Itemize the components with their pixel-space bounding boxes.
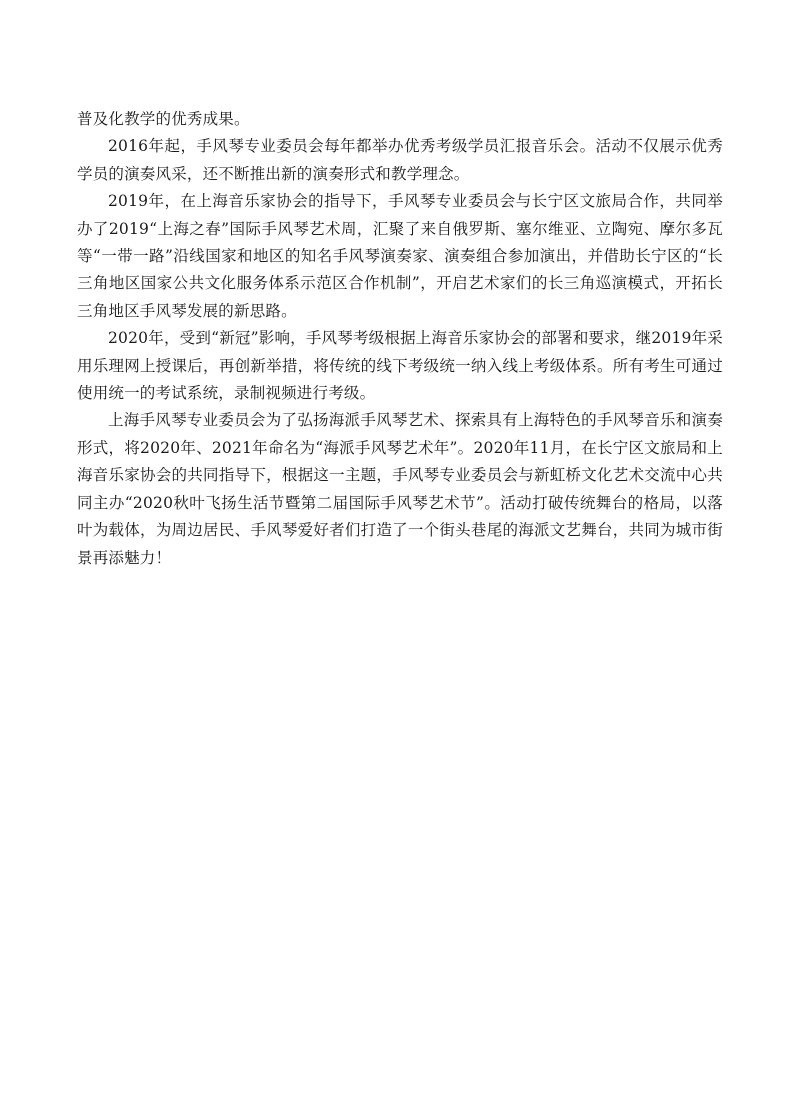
paragraph-2016: 2016年起，手风琴专业委员会每年都举办优秀考级学员汇报音乐会。活动不仅展示优秀学员的演奏风采，还不断推出新的演奏形式和教学理念。 <box>77 137 723 183</box>
paragraph-continuation: 普及化教学的优秀成果。 <box>77 110 250 128</box>
body-text <box>77 106 723 572</box>
paragraph-2020: 2020年，受到“新冠”影响，手风琴考级根据上海音乐家协会的部署和要求，继2019年采用乐理网上授课后，再创新举措，将传统的线下考级统一纳入线上考级体系。所有考生可通过使用统一的考试系统，录制视频进行考级。 <box>77 329 723 403</box>
paragraph-2019: 2019年，在上海音乐家协会的指导下，手风琴专业委员会与长宁区文旅局合作，共同举办了2019“上海之春”国际手风琴艺术周，汇聚了来自俄罗斯、塞尔维亚、立陶宛、摩尔多瓦等“一带一路”沿线国家和地区的知名手风琴演奏家、演奏组合参加演出，并借助长宁区的“长三角地区国家公共文化服务体系示范区合作机制”，开启艺术家们的长三角巡演模式，开拓长三角地区手风琴发展的新思路。 <box>77 192 723 320</box>
paragraph-haipai-year: 上海手风琴专业委员会为了弘扬海派手风琴艺术、探索具有上海特色的手风琴音乐和演奏形式，将2020年、2021年命名为“海派手风琴艺术年”。2020年11月，在长宁区文旅局和上海音乐家协会的共同指导下，根据这一主题，手风琴专业委员会与新虹桥文化艺术交流中心共同主办“2020秋叶飞扬生活节暨第二届国际手风琴艺术节”。活动打破传统舞台的格局，以落叶为载体，为周边居民、手风琴爱好者们打造了一个街头巷尾的海派文艺舞台，共同为城市街景再添魅力！ <box>77 411 723 567</box>
